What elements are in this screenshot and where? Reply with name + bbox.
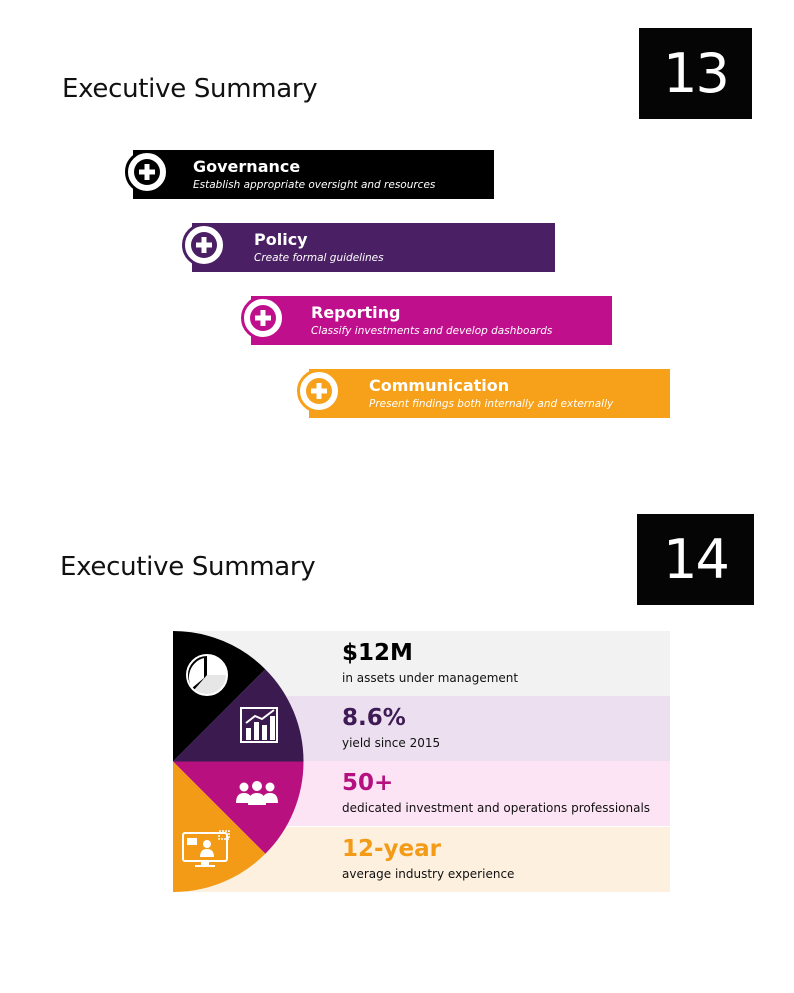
slide-13: [0, 0, 794, 470]
step-governance: [125, 150, 495, 199]
step-subtitle: Create formal guidelines: [254, 252, 384, 264]
stat-label: average industry experience: [342, 867, 515, 881]
page-number: 14: [637, 514, 754, 605]
step-subtitle: Establish appropriate oversight and resources: [193, 179, 436, 191]
plus-icon: [182, 223, 226, 267]
pie-chart-icon: [187, 655, 227, 695]
stat-value: 50+: [342, 770, 394, 796]
step-bar: [251, 296, 612, 345]
step-title: Governance: [193, 157, 301, 176]
slide-title: Executive Summary: [62, 74, 318, 104]
step-reporting: [241, 296, 612, 345]
step-policy: [182, 223, 555, 272]
stats-panel: [173, 631, 670, 892]
step-bar: [133, 150, 494, 199]
stat-label: dedicated investment and operations professionals: [342, 801, 651, 815]
step-title: Reporting: [311, 303, 401, 322]
stat-label: yield since 2015: [342, 736, 441, 750]
step-subtitle: Classify investments and develop dashboards: [311, 325, 553, 337]
step-title: Communication: [369, 376, 510, 395]
step-communication: [297, 369, 670, 418]
slide-title: Executive Summary: [60, 552, 316, 582]
step-title: Policy: [254, 230, 308, 249]
plus-icon: [125, 150, 169, 194]
step-bar: [192, 223, 555, 272]
page-number: 13: [639, 28, 752, 119]
stat-label: in assets under management: [342, 671, 519, 685]
quarter-wedge-graphic: [173, 631, 313, 892]
stat-value: 8.6%: [342, 705, 406, 731]
plus-icon: [297, 369, 341, 413]
stat-value: 12-year: [342, 836, 442, 862]
plus-icon: [241, 296, 285, 340]
slide-14: [0, 490, 794, 970]
step-subtitle: Present findings both internally and externally: [369, 398, 614, 410]
stat-value: $12M: [342, 640, 413, 666]
